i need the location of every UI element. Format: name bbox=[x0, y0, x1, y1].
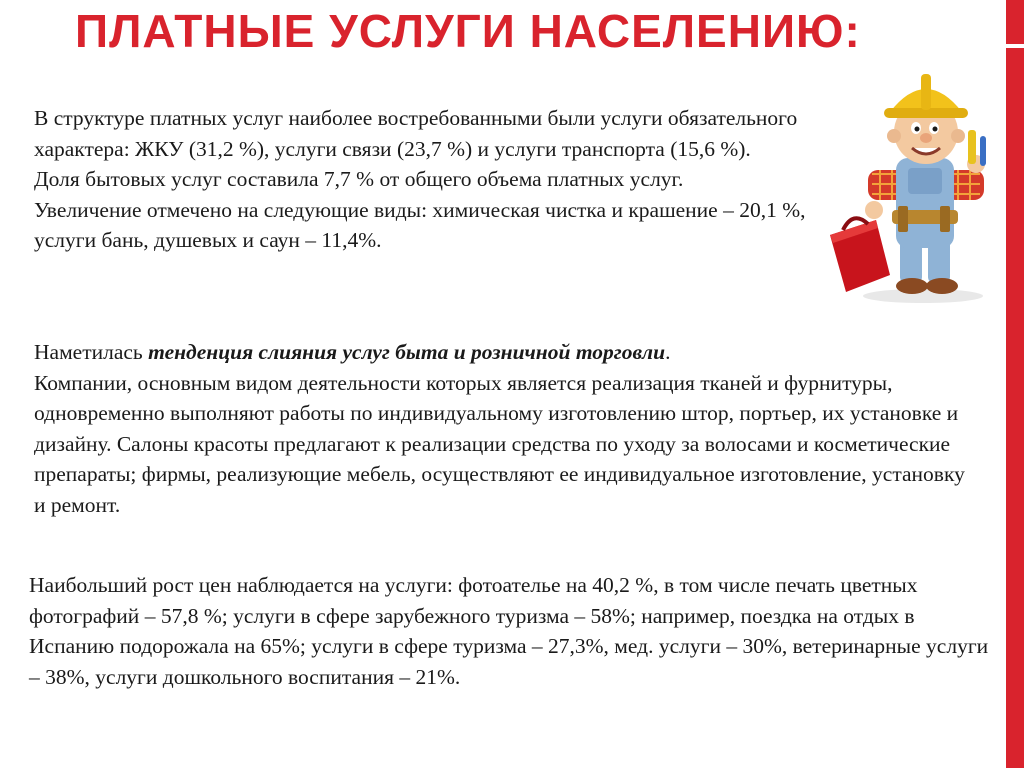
trend-lead-text: Наметилась bbox=[34, 340, 149, 364]
trend-lead bbox=[34, 337, 974, 368]
increase-line: Увеличение отмечено на следующие виды: химическая чистка и крашение – 20,1 %, услуги бань, душевых и саун – 11,4%. bbox=[34, 197, 806, 252]
trend-body: Компании, основным видом деятельности которых является реализация тканей и фурнитуры, одновременно выполняют работы по индивидуальному изготовлению штор, портьер, их установке и дизайну. Салоны красоты предлагают к реализации средства по уходу за волосами и косметические препараты; фирмы, реализующие мебель, осуществляют ее индивидуальное изготовление, установку и ремонт. bbox=[34, 370, 965, 517]
trend-paragraph bbox=[34, 337, 974, 520]
accent-bar bbox=[1006, 0, 1024, 768]
builder-mascot-icon bbox=[828, 60, 998, 305]
accent-bar-gap bbox=[1006, 44, 1024, 48]
household-share-line: Доля бытовых услуг составила 7,7 % от общего объема платных услуг. bbox=[34, 167, 684, 191]
services-structure-paragraph bbox=[34, 103, 834, 256]
price-growth-text: Наибольший рост цен наблюдается на услуги: фотоателье на 40,2 %, в том числе печать цветных фотографий – 57,8 %; услуги в сфере зарубежного туризма – 58%; например, поездка на отдых в Испанию подорожала на 65%; услуги в сфере туризма – 27,3%, мед. услуги – 30%, ветеринарные услуги – 38%, услуги дошкольного воспитания – 21%. bbox=[29, 573, 989, 689]
slide-title: ПЛАТНЫЕ УСЛУГИ НАСЕЛЕНИЮ: bbox=[75, 5, 861, 57]
trend-lead-end: . bbox=[665, 340, 671, 364]
price-growth-paragraph bbox=[29, 570, 989, 692]
trend-emphasis: тенденция слияния услуг быта и розничной торговли bbox=[148, 340, 666, 364]
mandatory-services-line: В структуре платных услуг наиболее востребованными были услуги обязательного характера: ЖКУ (31,2 %), услуги связи (23,7 %) и услуги транспорта (15,6 %). bbox=[34, 106, 798, 161]
